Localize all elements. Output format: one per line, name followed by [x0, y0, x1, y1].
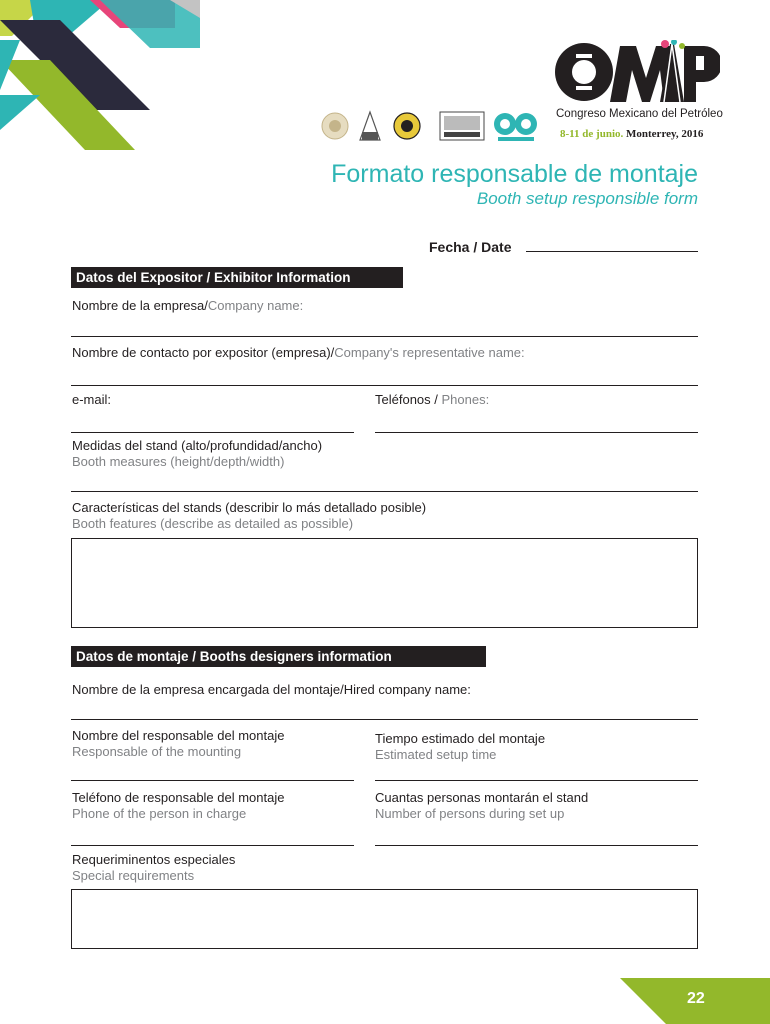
spe-logo-icon — [494, 113, 537, 141]
booth-measures-field[interactable] — [71, 491, 698, 492]
responsible-phone-label-es: Teléfono de responsable del montaje — [72, 790, 285, 805]
company-name-field[interactable] — [71, 336, 698, 337]
logo-date-city: Monterrey, 2016 — [626, 128, 704, 140]
phones-label-en: Phones: — [441, 392, 490, 407]
cmp-logo-mark — [554, 40, 720, 108]
corner-decoration — [0, 0, 200, 150]
special-requirements-textarea[interactable] — [71, 889, 698, 949]
mounting-responsible-label-en: Responsable of the mounting — [72, 744, 242, 759]
responsible-phone-field[interactable] — [71, 845, 354, 846]
setup-persons-label-en: Number of persons during set up — [375, 806, 565, 821]
date-field[interactable] — [526, 251, 698, 252]
phones-label — [375, 392, 489, 408]
company-name-label-es: Nombre de la empresa/ — [72, 298, 208, 313]
sociedad-logo-icon — [394, 113, 420, 139]
cipm-logo-icon — [360, 112, 380, 140]
booth-designers-section-heading: Datos de montaje / Booths designers information — [71, 646, 486, 667]
representative-name-label-en: Company's representative name: — [334, 345, 525, 360]
company-name-label-en: Company name: — [207, 298, 304, 313]
exhibitor-section-heading: Datos del Expositor / Exhibitor Information — [71, 267, 403, 288]
mounting-responsible-label-es: Nombre del responsable del montaje — [72, 728, 285, 743]
logo-subtitle: Congreso Mexicano del Petróleo — [556, 108, 723, 120]
logo-date-days: 8-11 de junio. — [560, 128, 624, 140]
mounting-responsible-field[interactable] — [71, 780, 354, 781]
cmp-logo — [552, 38, 723, 148]
hired-company-label: Nombre de la empresa encargada del montaje/Hired company name: — [72, 682, 471, 697]
special-requirements-label-es: Requeriminentos especiales — [72, 852, 236, 867]
page-subtitle: Booth setup responsible form — [476, 189, 698, 208]
setup-persons-label-es: Cuantas personas montarán el stand — [375, 790, 589, 805]
date-label: Fecha / Date — [429, 239, 512, 255]
phones-label-es: Teléfonos / — [375, 392, 442, 407]
setup-time-field[interactable] — [375, 780, 698, 781]
representative-name-field[interactable] — [71, 385, 698, 386]
responsible-phone-label-en: Phone of the person in charge — [72, 806, 247, 821]
email-label: e-mail: — [72, 392, 112, 407]
aipm-logo-icon — [322, 113, 348, 139]
phones-field[interactable] — [375, 432, 698, 433]
special-requirements-label-en: Special requirements — [72, 868, 195, 883]
booth-features-textarea[interactable] — [71, 538, 698, 628]
association-logos — [320, 108, 545, 144]
booth-measures-label-es: Medidas del stand (alto/profundidad/ancho) — [72, 438, 323, 453]
representative-name-label-es: Nombre de contacto por expositor (empresa)/ — [72, 345, 335, 360]
hired-company-field[interactable] — [71, 719, 698, 720]
setup-time-label-es: Tiempo estimado del montaje — [375, 731, 546, 746]
booth-features-label-en: Booth features (describe as detailed as possible) — [72, 516, 354, 531]
amge-logo-icon — [440, 112, 484, 140]
logo-date — [560, 128, 703, 140]
page-title: Formato responsable de montaje — [331, 160, 698, 188]
setup-persons-field[interactable] — [375, 845, 698, 846]
representative-name-label — [72, 345, 525, 361]
email-field[interactable] — [71, 432, 354, 433]
page-number: 22 — [687, 990, 705, 1007]
booth-features-label-es: Características del stands (describir lo más detallado posible) — [72, 500, 427, 515]
booth-measures-label-en: Booth measures (height/depth/width) — [72, 454, 285, 469]
company-name-label — [72, 298, 303, 314]
setup-time-label-en: Estimated setup time — [375, 747, 497, 762]
